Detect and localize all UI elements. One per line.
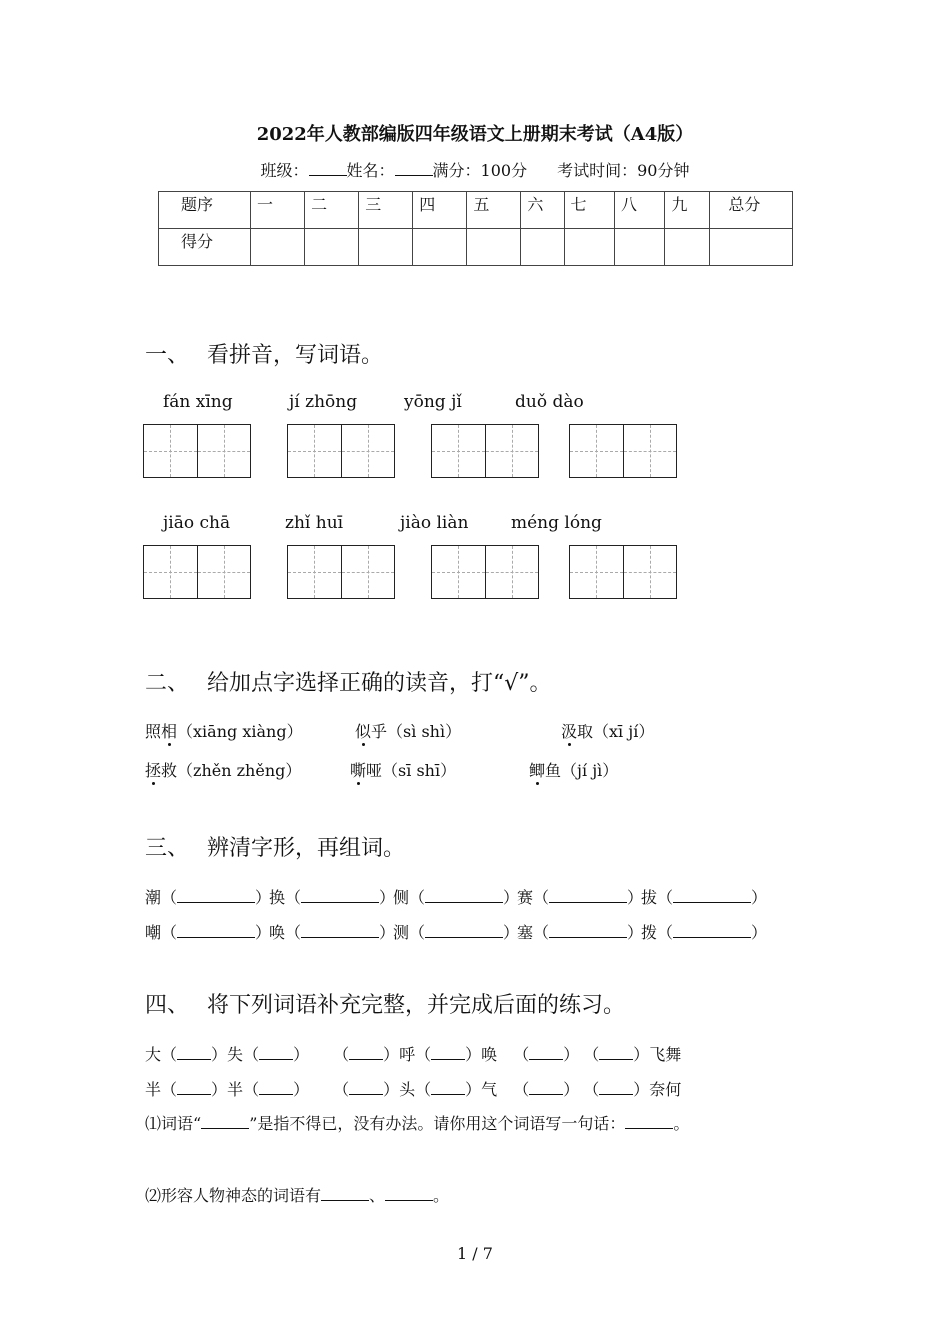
q3-char: 测 xyxy=(393,923,410,942)
idiom-char: 半 xyxy=(145,1080,162,1099)
idiom-blank[interactable] xyxy=(259,1084,293,1095)
paren: ） xyxy=(379,888,396,907)
q3-char: 唤 xyxy=(269,923,286,942)
score-cell[interactable] xyxy=(251,229,305,266)
q3-item xyxy=(269,920,396,943)
paren: ） xyxy=(751,888,768,907)
q3-char: 拨 xyxy=(641,923,658,942)
idiom-blank[interactable] xyxy=(349,1049,383,1060)
paren: ） xyxy=(293,1045,310,1064)
idiom-blank[interactable] xyxy=(431,1084,465,1095)
page-title: 2022年人教部编版四年级语文上册期末考试（A4版） xyxy=(256,124,694,145)
pinyin-7: jiào liàn xyxy=(400,513,469,533)
score-cell[interactable] xyxy=(413,229,467,266)
paren: （ xyxy=(415,1080,432,1099)
score-table-score-row xyxy=(159,229,793,266)
pinyin-1: fán xīng xyxy=(163,392,233,412)
idiom-blank[interactable] xyxy=(177,1049,211,1060)
q3-char: 拔 xyxy=(641,888,658,907)
score-header-cell: 三 xyxy=(359,192,413,229)
score-cell[interactable] xyxy=(614,229,664,266)
answer-blank[interactable] xyxy=(425,927,503,938)
q2-options: （jí jì） xyxy=(561,761,619,780)
q4-heading-text: 将下列词语补充完整，并完成后面的练习。 xyxy=(207,993,626,1018)
paren: （ xyxy=(285,888,302,907)
q2-word-char: 取 xyxy=(577,722,594,741)
q3-item xyxy=(269,885,396,908)
q2-heading-number: 二、 xyxy=(145,671,190,696)
q1-heading-text: 看拼音，写词语。 xyxy=(207,343,384,368)
q3-item xyxy=(145,885,272,908)
q3-char: 赛 xyxy=(517,888,534,907)
score-header-cell: 四 xyxy=(413,192,467,229)
sub1-word-blank[interactable] xyxy=(201,1118,249,1129)
sub2-text: 。 xyxy=(433,1186,450,1205)
paren: （ xyxy=(533,888,550,907)
score-table xyxy=(158,191,793,266)
q2-dotted-char: 拯 xyxy=(145,761,162,780)
score-header-cell: 二 xyxy=(305,192,359,229)
score-cell[interactable] xyxy=(521,229,564,266)
q2-word-char: 乎 xyxy=(371,722,388,741)
exam-time: 考试时间：90分钟 xyxy=(557,161,690,180)
name-blank[interactable] xyxy=(395,175,433,176)
paren: ） xyxy=(383,1045,400,1064)
q2-options: （sī shī） xyxy=(382,761,457,780)
answer-blank[interactable] xyxy=(301,927,379,938)
q2-dotted-char: 鲫 xyxy=(529,761,546,780)
idiom-char: 半 xyxy=(227,1080,244,1099)
idiom-char: 大 xyxy=(145,1045,162,1064)
q4-idiom-row xyxy=(145,1042,681,1065)
sub2-text: 、 xyxy=(369,1186,386,1205)
paren: （ xyxy=(285,923,302,942)
sub2-blank[interactable] xyxy=(321,1190,369,1201)
class-blank[interactable] xyxy=(309,175,347,176)
paren: （ xyxy=(657,888,674,907)
q2-dotted-char: 似 xyxy=(355,722,372,741)
writing-grid[interactable] xyxy=(569,545,677,599)
q3-char: 换 xyxy=(269,888,286,907)
q2-options: （xiāng xiàng） xyxy=(177,722,303,741)
q3-item xyxy=(641,885,768,908)
score-row-label: 得分 xyxy=(159,229,251,266)
paren: （ xyxy=(161,923,178,942)
q3-char: 塞 xyxy=(517,923,534,942)
paren: ） xyxy=(633,1080,650,1099)
q4-idiom-row xyxy=(145,1077,681,1100)
paren: （ xyxy=(657,923,674,942)
paren: ） xyxy=(633,1045,650,1064)
score-cell[interactable] xyxy=(564,229,614,266)
answer-blank[interactable] xyxy=(549,927,627,938)
q2-word-char: 救 xyxy=(161,761,178,780)
class-label: 班级： xyxy=(260,161,309,180)
sub1-text: ⑴词语“ xyxy=(145,1114,202,1133)
q2-item[interactable] xyxy=(561,719,654,742)
q2-heading xyxy=(145,666,552,697)
idiom-char: 失 xyxy=(227,1045,244,1064)
pinyin-8: méng lóng xyxy=(511,513,602,533)
q4-heading xyxy=(145,988,625,1019)
paren: （ xyxy=(583,1080,600,1099)
idiom-blank[interactable] xyxy=(529,1084,563,1095)
answer-blank[interactable] xyxy=(177,892,255,903)
writing-grid[interactable] xyxy=(287,424,395,478)
answer-blank[interactable] xyxy=(425,892,503,903)
paren: ） xyxy=(255,888,272,907)
q4-sub1 xyxy=(145,1111,689,1134)
paren: ） xyxy=(627,888,644,907)
q3-row xyxy=(145,885,768,908)
answer-blank[interactable] xyxy=(549,892,627,903)
name-label: 姓名： xyxy=(346,161,395,180)
paren: ） xyxy=(563,1080,580,1099)
answer-blank[interactable] xyxy=(177,927,255,938)
answer-blank[interactable] xyxy=(673,927,751,938)
paren: （ xyxy=(333,1080,350,1099)
sub1-text: 。 xyxy=(673,1114,690,1133)
q2-options: （sì shì） xyxy=(387,722,462,741)
writing-grid[interactable] xyxy=(431,545,539,599)
answer-blank[interactable] xyxy=(301,892,379,903)
idiom-blank[interactable] xyxy=(599,1084,633,1095)
paren: ） xyxy=(751,923,768,942)
paren: ） xyxy=(503,888,520,907)
q2-dotted-char: 汲 xyxy=(561,722,578,741)
paren: ） xyxy=(255,923,272,942)
q3-item xyxy=(641,920,768,943)
q3-char: 嘲 xyxy=(145,923,162,942)
writing-grid[interactable] xyxy=(143,545,251,599)
q3-heading xyxy=(145,831,405,862)
score-header-cell: 五 xyxy=(467,192,521,229)
sub2-text: ⑵形容人物神态的词语有 xyxy=(145,1186,322,1205)
q2-word-char: 哑 xyxy=(366,761,383,780)
pinyin-4: duǒ dào xyxy=(515,392,584,412)
paren: （ xyxy=(243,1080,260,1099)
paren: ） xyxy=(383,1080,400,1099)
writing-grid[interactable] xyxy=(287,545,395,599)
idiom-blank[interactable] xyxy=(259,1049,293,1060)
idiom-char: 唤 xyxy=(481,1045,498,1064)
idiom-char: 飞舞 xyxy=(649,1045,682,1064)
paren: （ xyxy=(583,1045,600,1064)
score-header-cell: 一 xyxy=(251,192,305,229)
writing-grid[interactable] xyxy=(569,424,677,478)
q3-char: 潮 xyxy=(145,888,162,907)
paren: （ xyxy=(533,923,550,942)
pinyin-3: yōng jǐ xyxy=(404,392,462,412)
score-cell[interactable] xyxy=(305,229,359,266)
q2-options: （zhěn zhěng） xyxy=(177,761,302,780)
paren: ） xyxy=(211,1080,228,1099)
paren: ） xyxy=(627,923,644,942)
writing-grid[interactable] xyxy=(143,424,251,478)
idiom-blank[interactable] xyxy=(177,1084,211,1095)
exam-info xyxy=(0,158,950,181)
idiom-char: 奈何 xyxy=(649,1080,682,1099)
q3-item xyxy=(393,920,520,943)
idiom-blank[interactable] xyxy=(349,1084,383,1095)
score-cell[interactable] xyxy=(359,229,413,266)
q2-item[interactable] xyxy=(145,719,303,742)
sub1-text: ”是指不得已，没有办法。请你用这个词语写一句话： xyxy=(249,1114,626,1133)
paren: ） xyxy=(465,1080,482,1099)
score-cell[interactable] xyxy=(467,229,521,266)
paren: （ xyxy=(513,1045,530,1064)
paren: ） xyxy=(465,1045,482,1064)
paren: ） xyxy=(293,1080,310,1099)
paren: （ xyxy=(409,923,426,942)
score-cell[interactable] xyxy=(665,229,710,266)
paren: ） xyxy=(563,1045,580,1064)
q2-heading-text: 给加点字选择正确的读音，打“√”。 xyxy=(207,671,552,696)
pinyin-5: jiāo chā xyxy=(163,513,231,533)
q3-item xyxy=(517,885,644,908)
idiom-char: 呼 xyxy=(399,1045,416,1064)
q3-char: 侧 xyxy=(393,888,410,907)
idiom-char: 头 xyxy=(399,1080,416,1099)
paren: （ xyxy=(243,1045,260,1064)
q2-word-char: 鱼 xyxy=(545,761,562,780)
paren: （ xyxy=(333,1045,350,1064)
q2-item[interactable] xyxy=(145,758,301,781)
q2-dotted-char: 嘶 xyxy=(350,761,367,780)
q2-item[interactable] xyxy=(350,758,456,781)
paren: （ xyxy=(161,888,178,907)
q3-item xyxy=(393,885,520,908)
score-header-cell: 六 xyxy=(521,192,564,229)
pinyin-2: jí zhōng xyxy=(289,392,358,412)
q2-dotted-char: 相 xyxy=(161,722,178,741)
score-header-cell: 九 xyxy=(665,192,710,229)
q3-heading-text: 辨清字形，再组词。 xyxy=(207,836,406,861)
q3-item xyxy=(145,920,272,943)
q2-options: （xī jí） xyxy=(593,722,655,741)
score-header-cell: 总分 xyxy=(710,192,793,229)
paren: （ xyxy=(513,1080,530,1099)
idiom-char: 气 xyxy=(481,1080,498,1099)
sub1-sentence-blank[interactable] xyxy=(625,1118,673,1129)
score-cell[interactable] xyxy=(710,229,793,266)
score-header-cell: 题序 xyxy=(159,192,251,229)
q2-item[interactable] xyxy=(355,719,461,742)
full-score: 满分：100分 xyxy=(432,161,528,180)
sub2-blank[interactable] xyxy=(385,1190,433,1201)
q1-heading xyxy=(145,338,383,369)
paren: ） xyxy=(503,923,520,942)
score-header-cell: 七 xyxy=(564,192,614,229)
q3-item xyxy=(517,920,644,943)
score-table-header-row xyxy=(159,192,793,229)
writing-grid[interactable] xyxy=(431,424,539,478)
paren: ） xyxy=(379,923,396,942)
q3-heading-number: 三、 xyxy=(145,836,190,861)
answer-blank[interactable] xyxy=(673,892,751,903)
q4-heading-number: 四、 xyxy=(145,993,190,1018)
pinyin-6: zhǐ huī xyxy=(285,513,344,533)
paren: （ xyxy=(161,1080,178,1099)
paren: ） xyxy=(211,1045,228,1064)
q1-heading-number: 一、 xyxy=(145,343,190,368)
paren: （ xyxy=(161,1045,178,1064)
q2-word-char: 照 xyxy=(145,722,162,741)
idiom-blank[interactable] xyxy=(529,1049,563,1060)
paren: （ xyxy=(409,888,426,907)
q4-sub2 xyxy=(145,1183,449,1206)
idiom-blank[interactable] xyxy=(599,1049,633,1060)
idiom-blank[interactable] xyxy=(431,1049,465,1060)
q2-item[interactable] xyxy=(529,758,618,781)
score-header-cell: 八 xyxy=(614,192,664,229)
paren: （ xyxy=(415,1045,432,1064)
page-number: 1 / 7 xyxy=(457,1244,493,1263)
q3-row xyxy=(145,920,768,943)
